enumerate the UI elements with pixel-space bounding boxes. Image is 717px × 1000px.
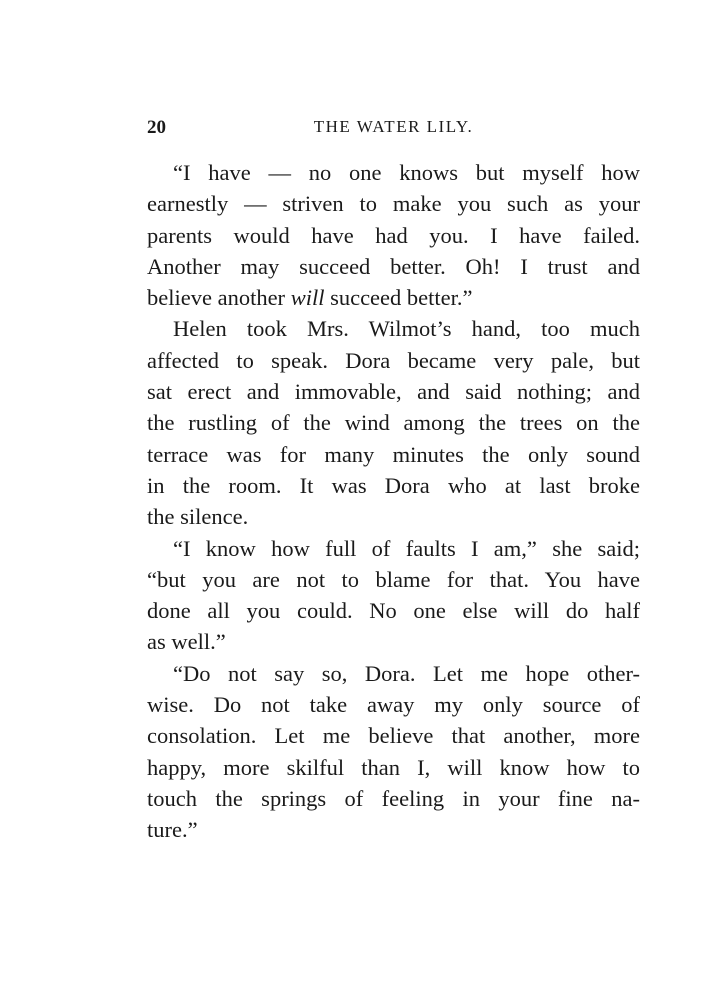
text-line: as well.” xyxy=(147,629,226,655)
text-line: earnestly — striven to make you such as your xyxy=(147,191,640,217)
text-line: “I know how full of faults I am,” she said; xyxy=(173,535,640,561)
running-title: THE WATER LILY. xyxy=(313,117,474,136)
text-line: parents would have had you. I have failed. xyxy=(147,222,640,248)
text-line: happy, more skilful than I, will know how to xyxy=(147,754,640,780)
text-line: sat erect and immovable, and said nothing; and xyxy=(147,379,640,405)
text-line: “I have — no one knows but myself how xyxy=(173,160,640,185)
text-line: done all you could. No one else will do half xyxy=(147,598,640,624)
text-line: ture.” xyxy=(147,817,198,843)
text-line: touch the springs of feeling in your fine na- xyxy=(147,785,640,811)
page-number: 20 xyxy=(147,117,166,138)
text-line: Another may succeed better. Oh! I trust and xyxy=(147,253,640,279)
text-line: consolation. Let me believe that another, more xyxy=(147,723,640,749)
body-text xyxy=(147,157,640,846)
text-line xyxy=(147,282,640,313)
text-line: wise. Do not take away my only source of xyxy=(147,692,640,718)
text-line: “but you are not to blame for that. You have xyxy=(147,566,640,592)
text-line: “Do not say so, Dora. Let me hope other- xyxy=(173,660,640,686)
text-line: the silence. xyxy=(147,504,249,530)
text-line: in the room. It was Dora who at last broke xyxy=(147,472,640,498)
text-line: the rustling of the wind among the trees on the xyxy=(147,410,640,436)
text-line: Helen took Mrs. Wilmot’s hand, too much xyxy=(173,316,640,342)
text-segment: believe another xyxy=(147,285,286,311)
text-line: terrace was for many minutes the only sound xyxy=(147,441,640,467)
text-segment: succeed better.” xyxy=(330,285,473,311)
running-head xyxy=(147,117,640,143)
text-line: affected to speak. Dora became very pale, but xyxy=(147,347,640,373)
italic-word: will xyxy=(290,285,325,311)
